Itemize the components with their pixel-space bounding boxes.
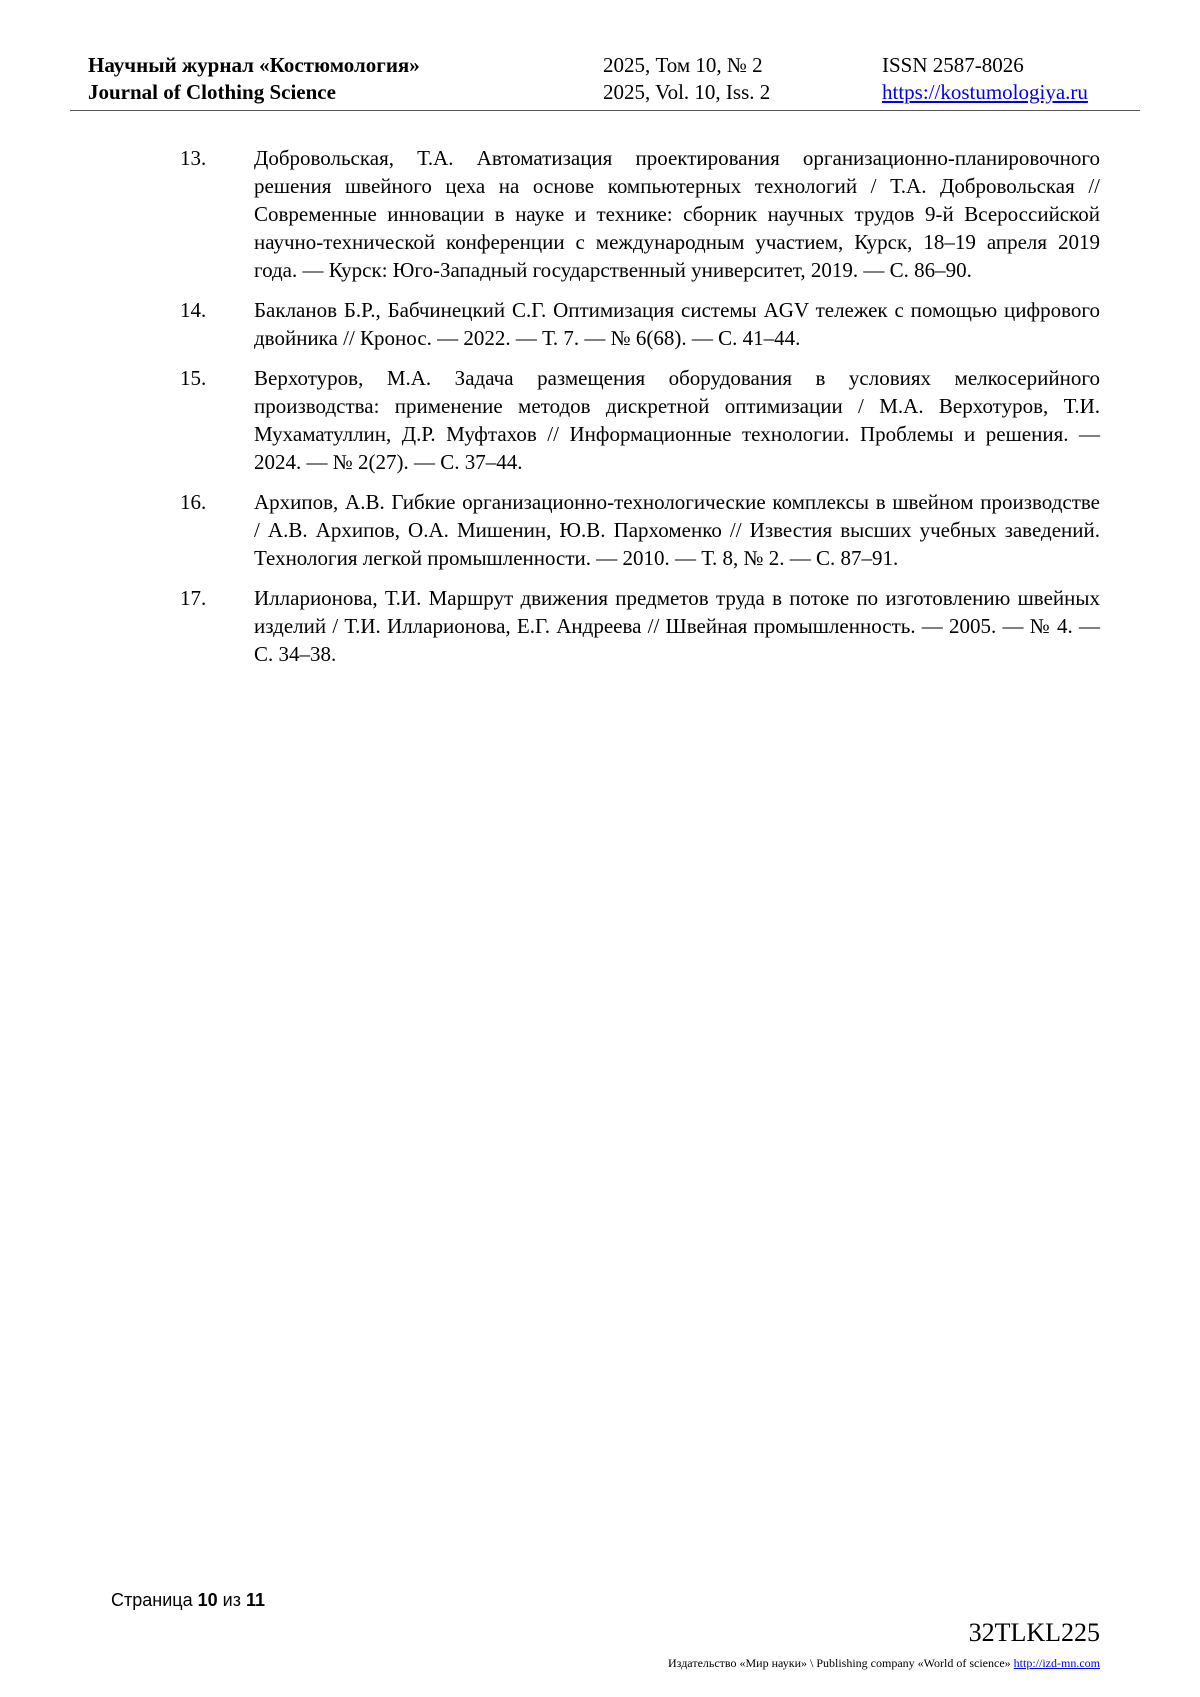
page-total: 11	[245, 1590, 266, 1610]
reference-item	[180, 584, 1100, 668]
reference-item	[180, 488, 1100, 572]
reference-list	[180, 144, 1100, 680]
issn-block	[882, 52, 1088, 106]
reference-number: 14.	[180, 298, 207, 322]
reference-number: 16.	[180, 490, 207, 514]
reference-number: 13.	[180, 146, 207, 170]
reference-number: 15.	[180, 366, 207, 390]
reference-item	[180, 296, 1100, 352]
header-divider	[70, 110, 1140, 111]
page-header	[70, 52, 1140, 112]
publisher-line	[668, 1656, 1100, 1671]
publisher-name: Издательство «Мир науки» \ Publishing company «World of science»	[668, 1656, 1011, 1670]
reference-text: Илларионова, Т.И. Маршрут движения предметов труда в потоке по изготовлению швейных изделий / Т.И. Илларионова, Е.Г. Андреева // Швейная промышленность. — 2005. — № 4. — С. 34–38.	[254, 586, 1100, 666]
reference-text: Архипов, А.В. Гибкие организационно-технологические комплексы в швейном производстве / А.В. Архипов, О.А. Мишенин, Ю.В. Пархоменко // Известия высших учебных заведений. Технология легкой промышленности. — 2010. — Т. 8, № 2. — С. 87–91.	[254, 490, 1100, 570]
journal-title-en: Journal of Clothing Science	[88, 80, 336, 104]
reference-number: 17.	[180, 586, 207, 610]
publisher-url-link[interactable]: http://izd-mn.com	[1013, 1656, 1100, 1670]
journal-title-ru: Научный журнал «Костюмология»	[88, 53, 420, 77]
page-counter	[111, 1590, 265, 1611]
reference-text: Добровольская, Т.А. Автоматизация проектирования организационно-планировочного решения швейного цеха на основе компьютерных технологий / Т.А. Добровольская // Современные инновации в науке и технике: сборник научных трудов 9-й Всероссийской научно-технической конференции с международным участием, Курск, 18–19 апреля 2019 года. — Курск: Юго-Западный государственный университет, 2019. — С. 86–90.	[254, 146, 1100, 282]
reference-text: Бакланов Б.Р., Бабчинецкий С.Г. Оптимизация системы AGV тележек с помощью цифрового двойника // Кронос. — 2022. — Т. 7. — № 6(68). — С. 41–44.	[254, 298, 1100, 350]
reference-item	[180, 364, 1100, 476]
page-current: 10	[197, 1590, 218, 1610]
page-prefix: Страница	[111, 1590, 193, 1610]
reference-text: Верхотуров, М.А. Задача размещения оборудования в условиях мелкосерийного производства: применение методов дискретной оптимизации / М.А. Верхотуров, Т.И. Мухаматуллин, Д.Р. Муфтахов // Информационные технологии. Проблемы и решения. — 2024. — № 2(27). — С. 37–44.	[254, 366, 1100, 474]
issue-en: 2025, Vol. 10, Iss. 2	[603, 80, 771, 104]
journal-url-link[interactable]: https://kostumologiya.ru	[882, 80, 1088, 104]
reference-item	[180, 144, 1100, 284]
issn: ISSN 2587-8026	[882, 53, 1024, 77]
issue-block	[603, 52, 770, 106]
issue-ru: 2025, Том 10, № 2	[603, 53, 763, 77]
article-code: 32TLKL225	[968, 1618, 1100, 1647]
page-separator: из	[222, 1590, 241, 1610]
journal-title-block	[88, 52, 420, 106]
